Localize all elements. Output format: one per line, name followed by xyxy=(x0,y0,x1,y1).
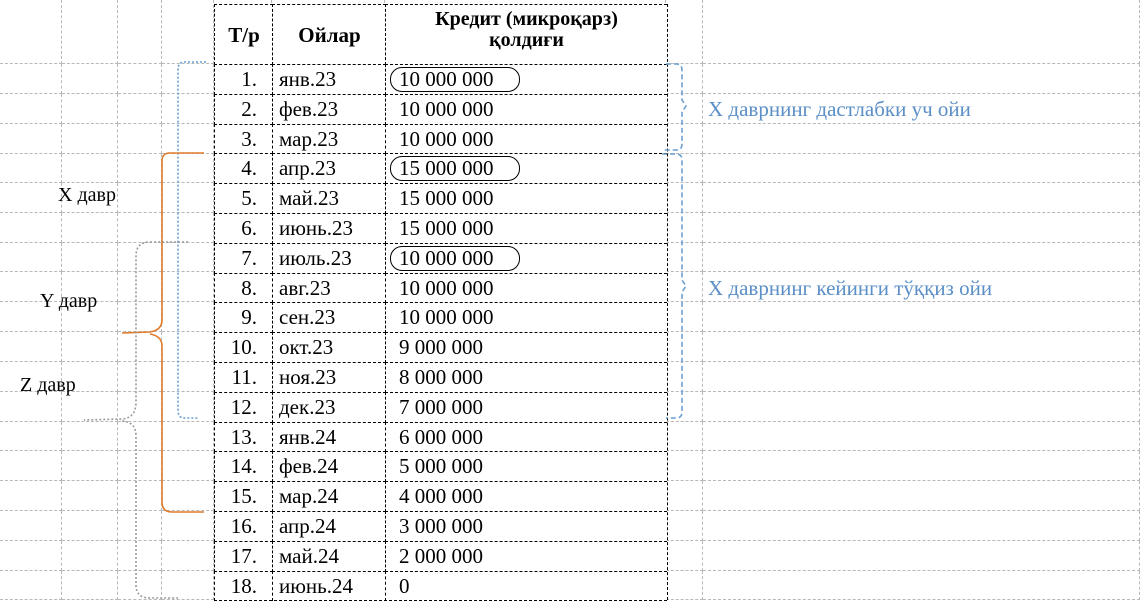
header-credit-line1: Кредит (микроқарз) xyxy=(435,8,618,30)
row-month: апр.23 xyxy=(272,153,386,184)
row-credit-balance: 10 000 000 xyxy=(385,302,667,333)
row-month: авг.23 xyxy=(272,273,386,304)
row-month: фев.23 xyxy=(272,94,386,125)
row-month: фев.24 xyxy=(272,451,386,482)
row-month: май.24 xyxy=(272,541,386,572)
header-credit-line2: қолдиғи xyxy=(489,29,564,51)
row-number: 7. xyxy=(214,243,273,274)
row-credit-balance: 6 000 000 xyxy=(385,422,667,453)
row-number: 13. xyxy=(214,422,273,453)
header-num: Т/р xyxy=(214,4,273,65)
row-number: 1. xyxy=(214,64,273,95)
row-number: 3. xyxy=(214,124,273,155)
row-credit-balance: 3 000 000 xyxy=(385,511,667,542)
row-month: окт.23 xyxy=(272,332,386,363)
row-credit-balance: 15 000 000 xyxy=(385,153,667,184)
next-nine-months-note: Х даврнинг кейинги тўққиз ойи xyxy=(708,276,993,300)
row-credit-balance: 2 000 000 xyxy=(385,541,667,572)
row-number: 14. xyxy=(214,451,273,482)
row-credit-balance: 4 000 000 xyxy=(385,481,667,512)
row-number: 10. xyxy=(214,332,273,363)
row-month: июнь.23 xyxy=(272,213,386,244)
row-number: 8. xyxy=(214,273,273,304)
row-month: мар.23 xyxy=(272,124,386,155)
row-number: 2. xyxy=(214,94,273,125)
row-credit-balance: 10 000 000 xyxy=(385,273,667,304)
row-month: апр.24 xyxy=(272,511,386,542)
row-number: 12. xyxy=(214,392,273,423)
row-credit-balance: 5 000 000 xyxy=(385,451,667,482)
row-month: сен.23 xyxy=(272,302,386,333)
row-credit-balance: 7 000 000 xyxy=(385,392,667,423)
first-three-months-note: Х даврнинг дастлабки уч ойи xyxy=(708,97,971,121)
row-credit-balance: 15 000 000 xyxy=(385,183,667,214)
row-month: июнь.24 xyxy=(272,571,386,602)
next-nine-months-bracket xyxy=(662,154,686,418)
row-month: ноя.23 xyxy=(272,362,386,393)
row-number: 17. xyxy=(214,541,273,572)
row-credit-balance: 10 000 000 xyxy=(385,124,667,155)
row-number: 11. xyxy=(214,362,273,393)
row-month: янв.23 xyxy=(272,64,386,95)
z-period-bracket xyxy=(84,242,188,598)
z-period-label: Z давр xyxy=(20,374,76,396)
row-credit-balance: 8 000 000 xyxy=(385,362,667,393)
row-number: 9. xyxy=(214,302,273,333)
x-period-bracket xyxy=(178,62,206,418)
y-period-label: Y давр xyxy=(40,290,98,312)
row-number: 18. xyxy=(214,571,273,602)
row-month: мар.24 xyxy=(272,481,386,512)
row-credit-balance: 9 000 000 xyxy=(385,332,667,363)
x-period-label: X давр xyxy=(58,184,116,206)
row-number: 4. xyxy=(214,153,273,184)
header-month: Ойлар xyxy=(272,4,386,65)
row-credit-balance: 10 000 000 xyxy=(385,64,667,95)
first-three-months-bracket xyxy=(662,64,686,150)
row-credit-balance: 15 000 000 xyxy=(385,213,667,244)
row-number: 5. xyxy=(214,183,273,214)
row-credit-balance: 0 xyxy=(385,571,667,602)
row-credit-balance: 10 000 000 xyxy=(385,94,667,125)
row-month: дек.23 xyxy=(272,392,386,423)
row-month: июль.23 xyxy=(272,243,386,274)
row-number: 16. xyxy=(214,511,273,542)
row-credit-balance: 10 000 000 xyxy=(385,243,667,274)
row-month: май.23 xyxy=(272,183,386,214)
row-number: 15. xyxy=(214,481,273,512)
y-period-bracket xyxy=(122,153,204,512)
row-number: 6. xyxy=(214,213,273,244)
row-month: янв.24 xyxy=(272,422,386,453)
